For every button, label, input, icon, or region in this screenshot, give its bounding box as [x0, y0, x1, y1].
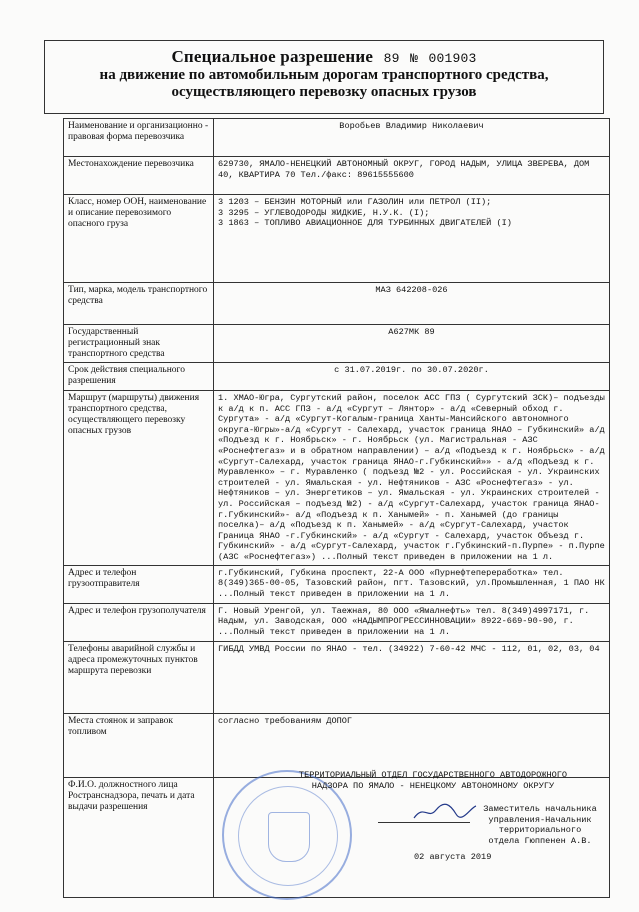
carrier-value: Воробьев Владимир Николаевич	[214, 119, 610, 157]
signature-icon	[410, 802, 480, 822]
subtitle-line-2: осуществляющего перевозку опасных грузов	[171, 84, 477, 100]
signature-line	[378, 822, 470, 823]
number-sign: №	[410, 51, 419, 66]
signer-block	[475, 804, 605, 846]
plate-value: А627МК 89	[214, 325, 610, 363]
vehicle-label: Тип, марка, модель транспортного средства	[64, 283, 214, 325]
route-value: 1. ХМАО-Югра, Сургутский район, поселок АСС ГПЗ ( Сургутский ЗСК)– подъезды к а/д к п. АСС ГПЗ - а/д «Сургут – Лянтор» - а/д «Северный обход г. Сургута» - а/д «Сургут-Когалым-граница Ханты-Мансийского автономного округа-Югры»-а/д «Сургут - Салехард, участок граница ЯНАО – Губкинский» а/д «Подъезд к г. Ноябрьск» - г. Ноябрьск (ул. Магистральная - АЗС «Роснефтегаз» и в обратном направлении) – а/д «Подъезд к г. Ноябрьск» - а/д «Сургут-Салехард, участок граница ЯНАО-г.Губкинский»» - а/д «Подъезд к г. Муравленко» – г. Муравленко ( подъезд №2 - ул. Российская - ул. Украинских строителей - ул. Ямальская - ул. Нефтяников - АЗС «Роснефтегаз» - ул. Нефтяников – ул. Энергетиков – ул. Ямальская - ул. Украинских строителей - ул. Российская – подъезд №2) - а/д «Сургут-Салехард, участок граница ЯНАО-г.Губкинский»- а/д «Подъезд к п. Ханымей» - п. Ханымей (до границы поселка)– а/д «Подъезд к п. Ханымей» - а/д «Сургут-Салехард, участок Граница ЯНАО -г.Губкинский» - а/д «Сургут - Салехард, участок Объезд г. Губкинский» - а/д «Сургут-Салехард, участок г.Губкинский-п.Пурпе» - п.Пурпе (АЗС «Роснефтегаз») ...Полный текст приведен в приложении на 1 л.	[214, 391, 610, 566]
parking-value: согласно требованиям ДОПОГ	[214, 713, 610, 777]
shipper-value	[214, 565, 610, 603]
validity-value: с 31.07.2019г. по 30.07.2020г.	[214, 363, 610, 391]
document-title: Специальное разрешение	[171, 47, 374, 66]
subtitle-line-1: на движение по автомобильным дорогам транспортного средства,	[99, 67, 549, 83]
document-number: 001903	[428, 51, 477, 66]
route-label: Маршрут (маршруты) движения транспортного средства, осуществляющего перевозку опасных грузов	[64, 391, 214, 566]
shipper-line-2: 8(349)365-00-05, Тазовский район, пгт. Тазовский, ул.Промышленная, 1 ПАО НК	[218, 578, 605, 589]
row-validity	[64, 363, 610, 391]
row-vehicle	[64, 283, 610, 325]
consignee-line-1: Г. Новый Уренгой, ул. Таежная, 80 ООО «Ямалнефть» тел. 8(349)4997171, г.	[218, 605, 590, 616]
shipper-line-1: г.Губкинский, Губкина проспект, 22-А ООО «Пурнефтепереработка» тел.	[218, 567, 564, 578]
authority-line-2: НАДЗОРА ПО ЯМАЛО - НЕНЕЦКОМУ АВТОНОМНОМУ ОКРУГУ	[311, 780, 555, 791]
row-emergency	[64, 641, 610, 713]
parking-label: Места стоянок и заправок топливом	[64, 713, 214, 777]
consignee-label: Адрес и телефон грузополучателя	[64, 603, 214, 641]
authority-block	[258, 770, 608, 791]
cargo-line-3: 3 1863 – ТОПЛИВО АВИАЦИОННОЕ ДЛЯ ТУРБИННЫХ ДВИГАТЕЛЕЙ (I)	[218, 218, 512, 229]
shipper-line-3: ...Полный текст приведен в приложении на 1 л.	[218, 588, 451, 599]
signer-line-3: территориального	[498, 825, 582, 836]
cargo-label: Класс, номер ООН, наименование и описание перевозимого опасного груза	[64, 195, 214, 283]
shipper-label: Адрес и телефон грузоотправителя	[64, 565, 214, 603]
document-header	[44, 40, 604, 114]
emergency-label: Телефоны аварийной службы и адреса промежуточных пунктов маршрута перевозки	[64, 641, 214, 713]
seal-emblem-icon	[268, 812, 310, 862]
plate-label: Государственный регистрационный знак транспортного средства	[64, 325, 214, 363]
cargo-value	[214, 195, 610, 283]
consignee-line-3: ...Полный текст приведен в приложении на 1 л.	[218, 626, 451, 637]
validity-label: Срок действия специального разрешения	[64, 363, 214, 391]
series: 89	[383, 51, 400, 66]
row-carrier	[64, 119, 610, 157]
signer-line-2: управления-Начальник	[488, 814, 592, 825]
row-location	[64, 157, 610, 195]
row-consignee	[64, 603, 610, 641]
official-label: Ф.И.О. должностного лица Ространснадзора, печать и дата выдачи разрешения	[64, 777, 214, 897]
signer-line-1: Заместитель начальника	[483, 804, 597, 814]
cargo-line-1: 3 1203 – БЕНЗИН МОТОРНЫЙ или ГАЗОЛИН или ПЕТРОЛ (II);	[218, 197, 492, 207]
row-cargo	[64, 195, 610, 283]
row-plate	[64, 325, 610, 363]
row-shipper	[64, 565, 610, 603]
carrier-label: Наименование и организационно - правовая форма перевозчика	[64, 119, 214, 157]
emergency-value: ГИБДД УМВД России по ЯНАО - тел. (34922) 7-60-42 МЧС - 112, 01, 02, 03, 04	[214, 641, 610, 713]
cargo-line-2: 3 3295 – УГЛЕВОДОРОДЫ ЖИДКИЕ, Н.У.К. (I);	[218, 207, 430, 218]
authority-line-1: ТЕРРИТОРИАЛЬНЫЙ ОТДЕЛ ГОСУДАРСТВЕННОГО АВТОДОРОЖНОГО	[298, 770, 568, 780]
row-parking	[64, 713, 610, 777]
row-route	[64, 391, 610, 566]
location-label: Местонахождение перевозчика	[64, 157, 214, 195]
consignee-value	[214, 603, 610, 641]
location-value: 629730, ЯМАЛО-НЕНЕЦКИЙ АВТОНОМНЫЙ ОКРУГ, ГОРОД НАДЫМ, УЛИЦА ЗВЕРЕВА, ДОМ 40, КВАРТИРА 70 Тел./факс: 89615555600	[214, 157, 610, 195]
issue-date: 02 августа 2019	[414, 852, 492, 862]
signer-line-4: отдела Гюппенен А.В.	[488, 835, 592, 846]
vehicle-value: МАЗ 642208-026	[214, 283, 610, 325]
title-line	[45, 47, 603, 67]
consignee-line-2: Надым, ул. Заводская, ООО «НАДЫМПРОГРЕССИННОВАЦИИ» 8922-669-90-90, г.	[218, 616, 574, 627]
